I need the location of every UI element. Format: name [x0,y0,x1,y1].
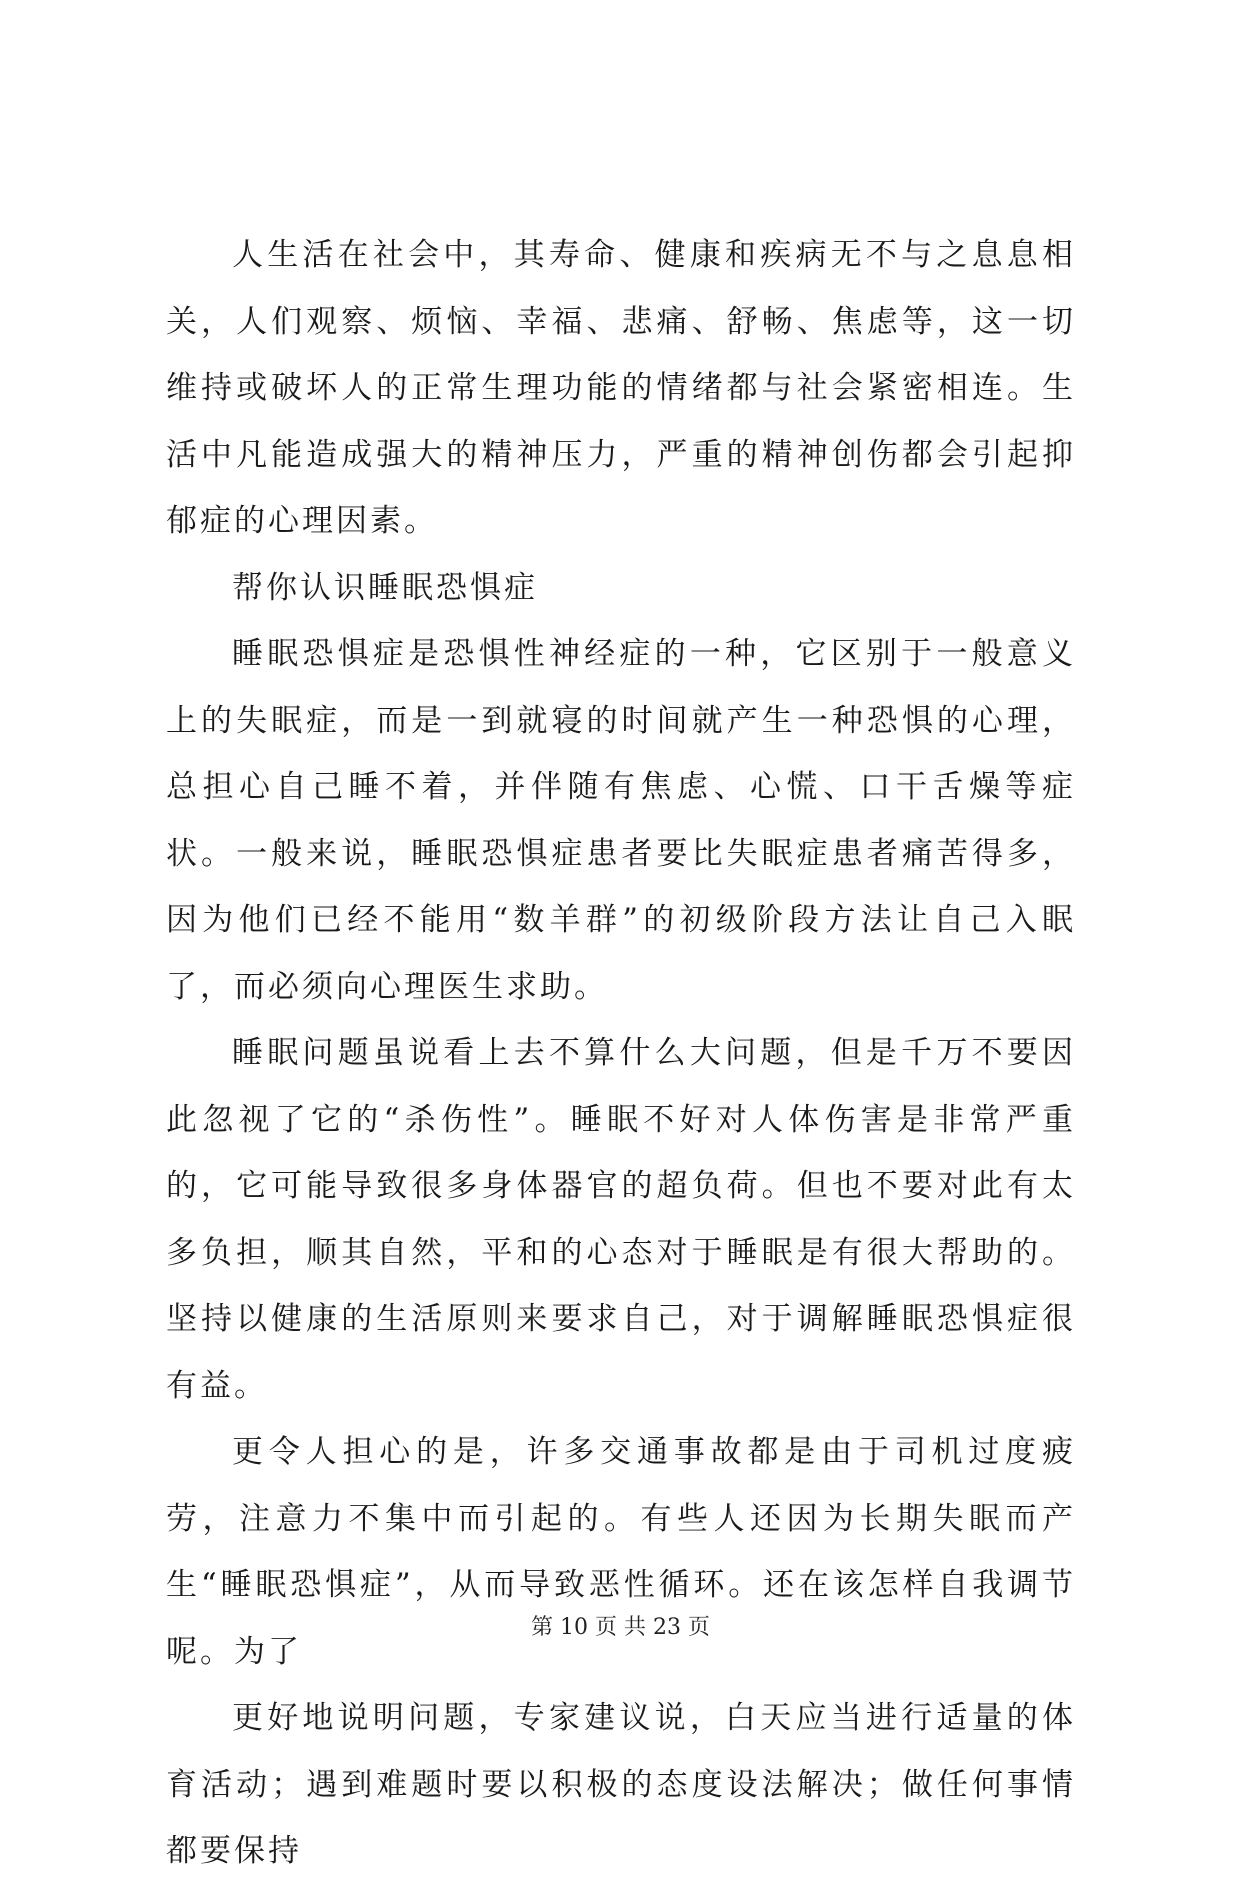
paragraph-sleep-harm: 睡眠问题虽说看上去不算什么大问题，但是千万不要因此忽视了它的“杀伤性”。睡眠不好对人体伤害是非常严重的，它可能导致很多身体器官的超负荷。但也不要对此有太多负担，顺其自然，平和的心态对于睡眠是有很大帮助的。坚持以健康的生活原则来要求自己，对于调解睡眠恐惧症很有益。 [166,1035,1076,1404]
section-heading: 帮你认识睡眠恐惧症 [232,569,538,606]
paragraph-expert-advice: 更好地说明问题，专家建议说，白天应当进行适量的体育活动；遇到难题时要以积极的态度设法解决；做任何事情都要保持 [166,1700,1076,1869]
page-footer: 第 10 页 共 23 页 [531,1615,710,1640]
paragraph-sleep-phobia-definition: 睡眠恐惧症是恐惧性神经症的一种，它区别于一般意义上的失眠症，而是一到就寝的时间就产生一种恐惧的心理，总担心自己睡不着，并伴随有焦虑、心慌、口干舌燥等症状。一般来说，睡眠恐惧症患者要比失眠症患者痛苦得多，因为他们已经不能用“数羊群”的初级阶段方法让自己入眠了，而必须向心理医生求助。 [166,636,1076,1005]
paragraph-traffic-accidents: 更令人担心的是，许多交通事故都是由于司机过度疲劳，注意力不集中而引起的。有些人还因为长期失眠而产生“睡眠恐惧症”，从而导致恶性循环。还在该怎样自我调节呢。为了 [166,1434,1076,1670]
paragraph-social-factors: 人生活在社会中，其寿命、健康和疾病无不与之息息相关，人们观察、烦恼、幸福、悲痛、舒畅、焦虑等，这一切维持或破坏人的正常生理功能的情绪都与社会紧密相连。生活中凡能造成强大的精神压力，严重的精神创伤都会引起抑郁症的心理因素。 [166,237,1076,539]
